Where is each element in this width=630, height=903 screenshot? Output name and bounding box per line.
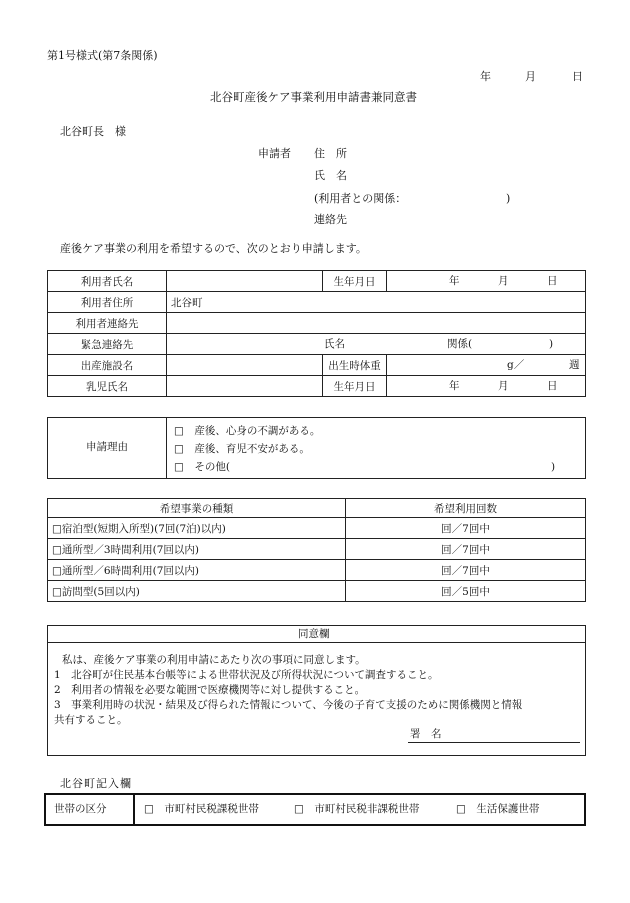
date-year: 年 [480,70,491,83]
document-title: 北谷町産後ケア事業利用申請書兼同意書 [210,90,417,104]
service-count-header: 希望利用回数 [346,499,586,518]
household-nontaxable-option[interactable]: □ 市町村民税非課税世帯 [294,803,420,815]
consent-lead: 私は、産後ケア事業の利用申請にあたり次の事項に同意します。 [62,654,366,666]
user-address-label: 利用者住所 [48,292,167,313]
birth-weight-label: 出生時体重 [323,355,387,376]
user-contact-label: 利用者連絡先 [48,313,167,334]
date-day: 日 [572,70,583,83]
service-type-daycare-6h[interactable]: □通所型／6時間利用(7回以内) [48,560,346,581]
facility-label: 出産施設名 [48,355,167,376]
infant-name-label: 乳児氏名 [48,376,167,397]
household-category-box [44,793,586,826]
service-type-visit[interactable]: □訪問型(5回以内) [48,581,346,602]
user-address-field[interactable]: 北谷町 [167,292,586,313]
application-reason-box [47,417,586,479]
consent-item-2: 2 利用者の情報を必要な範囲で医療機関等に対し提供すること。 [54,684,366,696]
applicant-name-label: 氏 名 [314,169,347,182]
table-row [48,292,586,313]
consent-heading: 同意欄 [298,628,330,640]
user-contact-field[interactable] [167,313,586,334]
applicant-contact-label: 連絡先 [314,213,347,226]
consent-item-1: 1 北谷町が住民基本台帳等による世帯状況及び所得状況について調査すること。 [54,669,439,681]
applicant-relation-label: (利用者との関係： [314,192,407,205]
household-welfare-option[interactable]: □ 生活保護世帯 [456,803,540,815]
table-row [48,581,586,602]
birthdate-field[interactable]: 年 月 日 [387,271,586,292]
user-name-field[interactable] [167,271,323,292]
user-name-label: 利用者氏名 [48,271,167,292]
consent-item-3a: 3 事業利用時の状況・結果及び得られた情報について、今後の子育て支援のために関係機関と情報 [54,699,523,711]
consent-box [47,625,586,756]
table-row [48,539,586,560]
service-table [47,498,586,602]
reason-other-close: ) [551,461,556,473]
table-row [48,560,586,581]
consent-item-3b: 共有すること。 [54,714,128,726]
infant-birthdate-field[interactable]: 年 月 日 [387,376,586,397]
applicant-relation-close: ) [506,192,511,205]
table-row [48,271,586,292]
applicant-label: 申請者 [258,147,291,160]
service-count-overnight[interactable]: 回／7回中 [346,518,586,539]
addressee: 北谷町長 様 [60,125,126,138]
user-info-table [47,270,586,397]
service-type-overnight[interactable]: □宿泊型(短期入所型)(7回(7泊)以内) [48,518,346,539]
date-month: 月 [525,70,536,83]
office-use-heading: 北谷町記入欄 [60,777,132,790]
form-number: 第1号様式(第7条関係) [47,49,158,62]
infant-birthdate-label: 生年月日 [323,376,387,397]
reason-option-physical[interactable]: □ 産後、心身の不調がある。 [174,425,321,437]
household-category-label: 世帯の区分 [54,803,107,815]
applicant-address-label: 住 所 [314,147,347,160]
intro-text: 産後ケア事業の利用を希望するので、次のとおり申請します。 [60,242,367,255]
table-row [48,313,586,334]
facility-field[interactable] [167,355,323,376]
service-type-header: 希望事業の種類 [48,499,346,518]
emergency-contact-label: 緊急連絡先 [48,334,167,355]
birthdate-label: 生年月日 [323,271,387,292]
reason-label: 申請理由 [86,441,128,453]
service-count-visit[interactable]: 回／5回中 [346,581,586,602]
table-row [48,518,586,539]
table-row [48,334,586,355]
signature-label: 署 名 [410,728,442,740]
service-count-daycare-6h[interactable]: 回／7回中 [346,560,586,581]
emergency-contact-field[interactable]: 氏名 関係( ) [167,334,586,355]
signature-line[interactable] [408,742,580,743]
service-type-daycare-3h[interactable]: □通所型／3時間利用(7回以内) [48,539,346,560]
reason-option-anxiety[interactable]: □ 産後、育児不安がある。 [174,443,310,455]
table-row [48,376,586,397]
table-row [48,355,586,376]
household-taxable-option[interactable]: □ 市町村民税課税世帯 [144,803,259,815]
infant-name-field[interactable] [167,376,323,397]
table-row [48,499,586,518]
birth-weight-field[interactable]: g／ 週 [387,355,586,376]
service-count-daycare-3h[interactable]: 回／7回中 [346,539,586,560]
reason-option-other[interactable]: □ その他( [174,461,231,473]
